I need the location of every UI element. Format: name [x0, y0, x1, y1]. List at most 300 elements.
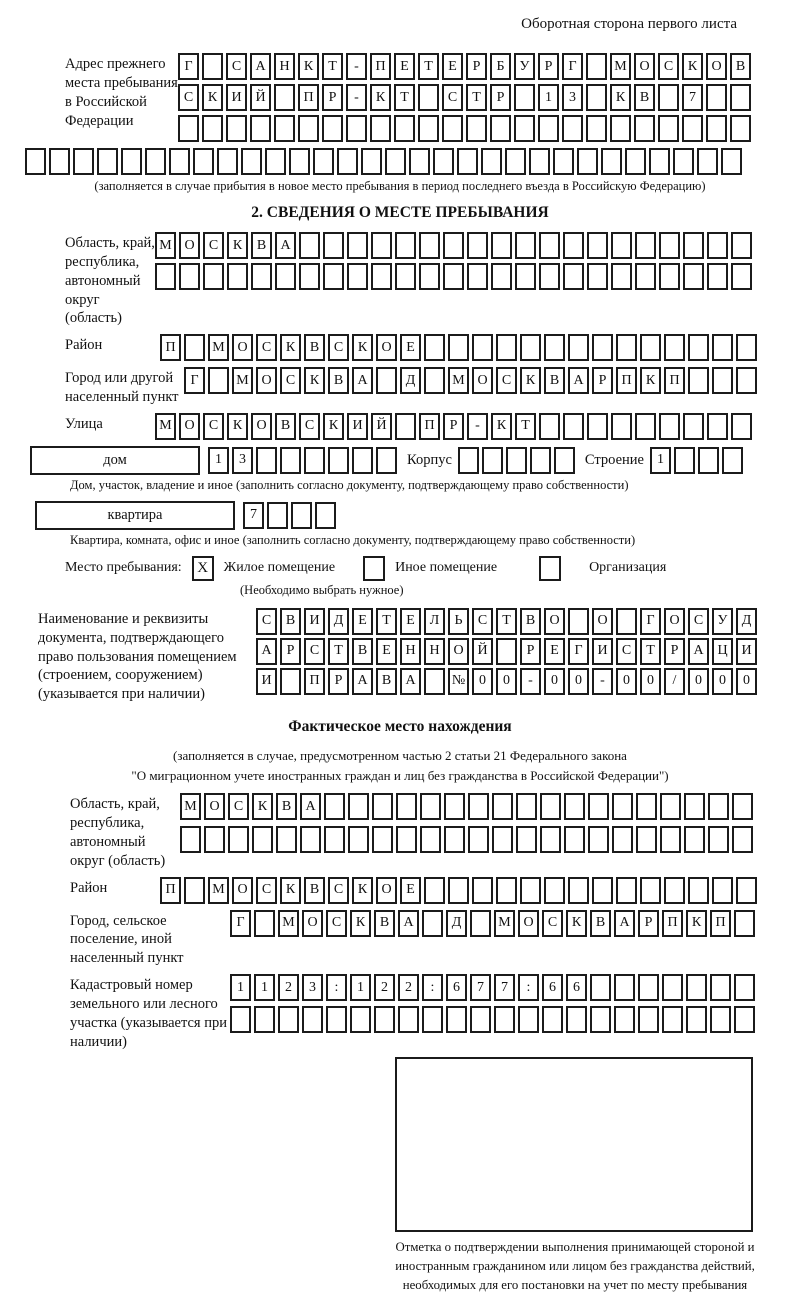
char-cell[interactable] — [568, 608, 589, 635]
char-cell[interactable] — [640, 334, 661, 361]
char-cell[interactable] — [394, 115, 415, 142]
char-cell[interactable]: Ь — [448, 608, 469, 635]
char-cell[interactable]: К — [520, 367, 541, 394]
char-cell[interactable]: К — [202, 84, 223, 111]
char-cell[interactable] — [614, 974, 635, 1001]
char-cell[interactable]: Д — [400, 367, 421, 394]
char-cell[interactable] — [731, 232, 752, 259]
char-cell[interactable] — [443, 263, 464, 290]
char-cell[interactable] — [481, 148, 502, 175]
char-cell[interactable] — [409, 148, 430, 175]
char-cell[interactable]: А — [400, 668, 421, 695]
char-cell[interactable] — [280, 447, 301, 474]
char-cell[interactable]: 3 — [232, 447, 253, 474]
char-cell[interactable]: С — [328, 877, 349, 904]
char-cell[interactable]: 0 — [616, 668, 637, 695]
char-cell[interactable] — [420, 826, 441, 853]
char-cell[interactable] — [625, 148, 646, 175]
char-cell[interactable]: О — [204, 793, 225, 820]
char-cell[interactable] — [712, 367, 733, 394]
char-cell[interactable]: Р — [490, 84, 511, 111]
char-cell[interactable]: А — [352, 668, 373, 695]
char-cell[interactable] — [468, 826, 489, 853]
char-cell[interactable] — [635, 413, 656, 440]
char-cell[interactable] — [707, 232, 728, 259]
char-cell[interactable] — [276, 826, 297, 853]
char-cell[interactable] — [298, 115, 319, 142]
char-cell[interactable]: 2 — [398, 974, 419, 1001]
char-cell[interactable] — [169, 148, 190, 175]
char-cell[interactable] — [616, 608, 637, 635]
char-cell[interactable] — [442, 115, 463, 142]
char-cell[interactable]: 0 — [544, 668, 565, 695]
char-cell[interactable]: А — [300, 793, 321, 820]
char-cell[interactable] — [424, 877, 445, 904]
char-cell[interactable] — [418, 84, 439, 111]
char-cell[interactable]: Г — [184, 367, 205, 394]
char-cell[interactable] — [721, 148, 742, 175]
char-cell[interactable] — [395, 413, 416, 440]
char-cell[interactable]: № — [448, 668, 469, 695]
char-cell[interactable]: Р — [538, 53, 559, 80]
char-cell[interactable]: Р — [280, 638, 301, 665]
char-cell[interactable] — [732, 826, 753, 853]
char-cell[interactable] — [505, 148, 526, 175]
char-cell[interactable]: В — [276, 793, 297, 820]
char-cell[interactable] — [193, 148, 214, 175]
char-cell[interactable] — [568, 334, 589, 361]
char-cell[interactable] — [516, 793, 537, 820]
char-cell[interactable] — [540, 826, 561, 853]
char-cell[interactable] — [649, 148, 670, 175]
char-cell[interactable]: П — [616, 367, 637, 394]
char-cell[interactable] — [496, 334, 517, 361]
char-cell[interactable] — [202, 115, 223, 142]
char-cell[interactable] — [640, 877, 661, 904]
char-cell[interactable]: М — [155, 413, 176, 440]
char-cell[interactable]: К — [370, 84, 391, 111]
char-cell[interactable]: Й — [250, 84, 271, 111]
char-cell[interactable]: Д — [446, 910, 467, 937]
char-cell[interactable]: 0 — [736, 668, 757, 695]
char-cell[interactable] — [587, 263, 608, 290]
char-cell[interactable]: С — [226, 53, 247, 80]
char-cell[interactable] — [496, 638, 517, 665]
char-cell[interactable] — [256, 447, 277, 474]
char-cell[interactable] — [683, 413, 704, 440]
char-cell[interactable]: М — [180, 793, 201, 820]
char-cell[interactable] — [203, 263, 224, 290]
char-cell[interactable] — [180, 826, 201, 853]
char-cell[interactable] — [539, 263, 560, 290]
char-cell[interactable] — [686, 974, 707, 1001]
char-cell[interactable] — [662, 1006, 683, 1033]
char-cell[interactable] — [731, 263, 752, 290]
char-cell[interactable] — [616, 877, 637, 904]
char-cell[interactable] — [323, 232, 344, 259]
char-cell[interactable] — [731, 413, 752, 440]
char-cell[interactable] — [395, 263, 416, 290]
char-cell[interactable] — [712, 334, 733, 361]
char-cell[interactable]: А — [568, 367, 589, 394]
house-type-box[interactable]: дом — [30, 446, 200, 475]
char-cell[interactable] — [664, 877, 685, 904]
char-cell[interactable]: Е — [400, 334, 421, 361]
char-cell[interactable] — [275, 263, 296, 290]
char-cell[interactable]: Д — [736, 608, 757, 635]
char-cell[interactable] — [467, 263, 488, 290]
char-cell[interactable]: К — [352, 334, 373, 361]
char-cell[interactable] — [446, 1006, 467, 1033]
char-cell[interactable]: У — [712, 608, 733, 635]
char-cell[interactable] — [682, 115, 703, 142]
char-cell[interactable]: О — [592, 608, 613, 635]
char-cell[interactable] — [420, 793, 441, 820]
char-cell[interactable] — [348, 793, 369, 820]
char-cell[interactable] — [587, 232, 608, 259]
char-cell[interactable]: А — [352, 367, 373, 394]
char-cell[interactable]: : — [326, 974, 347, 1001]
char-cell[interactable] — [280, 668, 301, 695]
char-cell[interactable]: Р — [520, 638, 541, 665]
char-cell[interactable]: К — [298, 53, 319, 80]
char-cell[interactable] — [385, 148, 406, 175]
char-cell[interactable]: : — [422, 974, 443, 1001]
char-cell[interactable] — [601, 148, 622, 175]
char-cell[interactable] — [563, 232, 584, 259]
char-cell[interactable]: Й — [371, 413, 392, 440]
char-cell[interactable] — [252, 826, 273, 853]
char-cell[interactable] — [254, 1006, 275, 1033]
char-cell[interactable] — [562, 115, 583, 142]
char-cell[interactable] — [587, 413, 608, 440]
char-cell[interactable] — [710, 1006, 731, 1033]
char-cell[interactable]: А — [256, 638, 277, 665]
char-cell[interactable]: К — [323, 413, 344, 440]
char-cell[interactable] — [396, 826, 417, 853]
char-cell[interactable]: С — [228, 793, 249, 820]
char-cell[interactable]: Р — [328, 668, 349, 695]
char-cell[interactable]: И — [347, 413, 368, 440]
char-cell[interactable]: - — [346, 53, 367, 80]
char-cell[interactable]: О — [376, 334, 397, 361]
char-cell[interactable] — [302, 1006, 323, 1033]
char-cell[interactable] — [278, 1006, 299, 1033]
char-cell[interactable]: К — [350, 910, 371, 937]
char-cell[interactable]: О — [448, 638, 469, 665]
char-cell[interactable] — [530, 447, 551, 474]
char-cell[interactable]: Р — [466, 53, 487, 80]
char-cell[interactable] — [518, 1006, 539, 1033]
char-cell[interactable] — [540, 793, 561, 820]
char-cell[interactable] — [514, 84, 535, 111]
char-cell[interactable]: С — [496, 367, 517, 394]
char-cell[interactable] — [226, 115, 247, 142]
char-cell[interactable]: К — [682, 53, 703, 80]
char-cell[interactable] — [315, 502, 336, 529]
char-cell[interactable] — [706, 84, 727, 111]
char-cell[interactable] — [592, 877, 613, 904]
char-cell[interactable]: А — [398, 910, 419, 937]
char-cell[interactable] — [291, 502, 312, 529]
char-cell[interactable] — [612, 793, 633, 820]
char-cell[interactable]: 1 — [208, 447, 229, 474]
char-cell[interactable] — [635, 232, 656, 259]
char-cell[interactable]: В — [544, 367, 565, 394]
char-cell[interactable] — [638, 1006, 659, 1033]
char-cell[interactable] — [372, 793, 393, 820]
char-cell[interactable] — [289, 148, 310, 175]
char-cell[interactable]: К — [227, 413, 248, 440]
char-cell[interactable] — [568, 877, 589, 904]
char-cell[interactable]: 1 — [350, 974, 371, 1001]
char-cell[interactable] — [466, 115, 487, 142]
char-cell[interactable]: Г — [178, 53, 199, 80]
char-cell[interactable]: Т — [418, 53, 439, 80]
char-cell[interactable]: А — [250, 53, 271, 80]
char-cell[interactable]: П — [298, 84, 319, 111]
char-cell[interactable] — [251, 263, 272, 290]
char-cell[interactable]: Б — [490, 53, 511, 80]
char-cell[interactable]: Т — [394, 84, 415, 111]
char-cell[interactable]: Г — [562, 53, 583, 80]
char-cell[interactable] — [674, 447, 695, 474]
char-cell[interactable] — [514, 115, 535, 142]
char-cell[interactable]: - — [520, 668, 541, 695]
char-cell[interactable]: 7 — [682, 84, 703, 111]
char-cell[interactable] — [470, 1006, 491, 1033]
char-cell[interactable]: Т — [322, 53, 343, 80]
char-cell[interactable]: Е — [394, 53, 415, 80]
char-cell[interactable] — [697, 148, 718, 175]
char-cell[interactable] — [553, 148, 574, 175]
char-cell[interactable]: К — [640, 367, 661, 394]
char-cell[interactable] — [688, 367, 709, 394]
char-cell[interactable] — [611, 263, 632, 290]
char-cell[interactable] — [370, 115, 391, 142]
char-cell[interactable]: С — [256, 334, 277, 361]
stay-checkbox-residential[interactable]: X — [192, 556, 214, 581]
char-cell[interactable]: К — [686, 910, 707, 937]
char-cell[interactable]: 6 — [566, 974, 587, 1001]
char-cell[interactable] — [337, 148, 358, 175]
char-cell[interactable] — [304, 447, 325, 474]
char-cell[interactable]: Т — [328, 638, 349, 665]
char-cell[interactable]: Г — [230, 910, 251, 937]
char-cell[interactable] — [347, 232, 368, 259]
char-cell[interactable]: Р — [638, 910, 659, 937]
char-cell[interactable]: В — [374, 910, 395, 937]
char-cell[interactable]: П — [710, 910, 731, 937]
char-cell[interactable]: Г — [568, 638, 589, 665]
char-cell[interactable]: У — [514, 53, 535, 80]
char-cell[interactable] — [588, 793, 609, 820]
char-cell[interactable]: С — [280, 367, 301, 394]
char-cell[interactable]: А — [688, 638, 709, 665]
char-cell[interactable] — [371, 263, 392, 290]
char-cell[interactable] — [492, 826, 513, 853]
char-cell[interactable]: Е — [442, 53, 463, 80]
char-cell[interactable] — [614, 1006, 635, 1033]
char-cell[interactable]: С — [542, 910, 563, 937]
char-cell[interactable] — [515, 232, 536, 259]
char-cell[interactable] — [707, 413, 728, 440]
char-cell[interactable]: П — [662, 910, 683, 937]
char-cell[interactable] — [590, 974, 611, 1001]
char-cell[interactable]: К — [304, 367, 325, 394]
char-cell[interactable] — [544, 334, 565, 361]
char-cell[interactable] — [274, 115, 295, 142]
char-cell[interactable] — [346, 115, 367, 142]
char-cell[interactable] — [376, 447, 397, 474]
char-cell[interactable]: А — [614, 910, 635, 937]
char-cell[interactable]: : — [518, 974, 539, 1001]
char-cell[interactable] — [352, 447, 373, 474]
char-cell[interactable] — [326, 1006, 347, 1033]
char-cell[interactable] — [564, 826, 585, 853]
char-cell[interactable] — [658, 84, 679, 111]
char-cell[interactable]: Р — [664, 638, 685, 665]
char-cell[interactable]: С — [203, 232, 224, 259]
char-cell[interactable]: В — [352, 638, 373, 665]
stay-checkbox-organization[interactable] — [539, 556, 561, 581]
stay-checkbox-other[interactable] — [363, 556, 385, 581]
char-cell[interactable]: К — [227, 232, 248, 259]
char-cell[interactable] — [638, 974, 659, 1001]
char-cell[interactable] — [491, 263, 512, 290]
char-cell[interactable]: С — [442, 84, 463, 111]
char-cell[interactable]: К — [491, 413, 512, 440]
char-cell[interactable] — [230, 1006, 251, 1033]
char-cell[interactable]: В — [590, 910, 611, 937]
char-cell[interactable] — [520, 334, 541, 361]
char-cell[interactable] — [544, 877, 565, 904]
char-cell[interactable] — [683, 263, 704, 290]
char-cell[interactable] — [732, 793, 753, 820]
char-cell[interactable] — [348, 826, 369, 853]
char-cell[interactable]: Т — [640, 638, 661, 665]
char-cell[interactable] — [659, 263, 680, 290]
char-cell[interactable] — [577, 148, 598, 175]
char-cell[interactable]: М — [232, 367, 253, 394]
char-cell[interactable] — [734, 1006, 755, 1033]
char-cell[interactable] — [611, 232, 632, 259]
char-cell[interactable] — [636, 826, 657, 853]
char-cell[interactable]: С — [688, 608, 709, 635]
char-cell[interactable] — [372, 826, 393, 853]
char-cell[interactable]: О — [256, 367, 277, 394]
char-cell[interactable] — [490, 115, 511, 142]
char-cell[interactable]: 1 — [538, 84, 559, 111]
char-cell[interactable] — [610, 115, 631, 142]
char-cell[interactable]: 6 — [542, 974, 563, 1001]
char-cell[interactable] — [708, 826, 729, 853]
char-cell[interactable] — [208, 367, 229, 394]
char-cell[interactable]: К — [610, 84, 631, 111]
char-cell[interactable] — [250, 115, 271, 142]
char-cell[interactable] — [274, 84, 295, 111]
char-cell[interactable] — [683, 232, 704, 259]
char-cell[interactable] — [419, 263, 440, 290]
char-cell[interactable]: М — [278, 910, 299, 937]
char-cell[interactable] — [444, 793, 465, 820]
char-cell[interactable]: 6 — [446, 974, 467, 1001]
char-cell[interactable] — [736, 877, 757, 904]
char-cell[interactable] — [448, 877, 469, 904]
char-cell[interactable]: - — [467, 413, 488, 440]
char-cell[interactable] — [472, 334, 493, 361]
char-cell[interactable] — [635, 263, 656, 290]
char-cell[interactable]: И — [304, 608, 325, 635]
char-cell[interactable] — [184, 877, 205, 904]
char-cell[interactable]: В — [634, 84, 655, 111]
char-cell[interactable] — [155, 263, 176, 290]
char-cell[interactable] — [73, 148, 94, 175]
char-cell[interactable]: М — [208, 334, 229, 361]
char-cell[interactable]: Л — [424, 608, 445, 635]
char-cell[interactable] — [204, 826, 225, 853]
char-cell[interactable] — [707, 263, 728, 290]
char-cell[interactable] — [444, 826, 465, 853]
char-cell[interactable] — [184, 334, 205, 361]
char-cell[interactable] — [730, 115, 751, 142]
char-cell[interactable]: 7 — [470, 974, 491, 1001]
char-cell[interactable]: Е — [376, 638, 397, 665]
char-cell[interactable] — [736, 334, 757, 361]
char-cell[interactable] — [227, 263, 248, 290]
char-cell[interactable]: М — [448, 367, 469, 394]
char-cell[interactable] — [611, 413, 632, 440]
char-cell[interactable] — [542, 1006, 563, 1033]
char-cell[interactable]: Е — [400, 608, 421, 635]
char-cell[interactable]: С — [203, 413, 224, 440]
char-cell[interactable] — [361, 148, 382, 175]
char-cell[interactable]: О — [232, 877, 253, 904]
char-cell[interactable] — [457, 148, 478, 175]
char-cell[interactable]: Н — [400, 638, 421, 665]
char-cell[interactable]: П — [304, 668, 325, 695]
char-cell[interactable]: М — [610, 53, 631, 80]
char-cell[interactable]: О — [472, 367, 493, 394]
char-cell[interactable] — [592, 334, 613, 361]
char-cell[interactable]: В — [376, 668, 397, 695]
char-cell[interactable]: 3 — [562, 84, 583, 111]
char-cell[interactable]: 3 — [302, 974, 323, 1001]
char-cell[interactable] — [217, 148, 238, 175]
char-cell[interactable] — [371, 232, 392, 259]
char-cell[interactable] — [516, 826, 537, 853]
char-cell[interactable]: К — [566, 910, 587, 937]
char-cell[interactable] — [590, 1006, 611, 1033]
char-cell[interactable] — [25, 148, 46, 175]
char-cell[interactable] — [684, 793, 705, 820]
char-cell[interactable] — [520, 877, 541, 904]
char-cell[interactable] — [708, 793, 729, 820]
char-cell[interactable] — [323, 263, 344, 290]
char-cell[interactable] — [684, 826, 705, 853]
char-cell[interactable] — [350, 1006, 371, 1033]
char-cell[interactable] — [299, 263, 320, 290]
char-cell[interactable] — [529, 148, 550, 175]
char-cell[interactable] — [734, 974, 755, 1001]
char-cell[interactable]: С — [658, 53, 679, 80]
char-cell[interactable] — [506, 447, 527, 474]
char-cell[interactable] — [515, 263, 536, 290]
char-cell[interactable] — [722, 447, 743, 474]
char-cell[interactable]: П — [419, 413, 440, 440]
char-cell[interactable] — [698, 447, 719, 474]
char-cell[interactable]: С — [472, 608, 493, 635]
